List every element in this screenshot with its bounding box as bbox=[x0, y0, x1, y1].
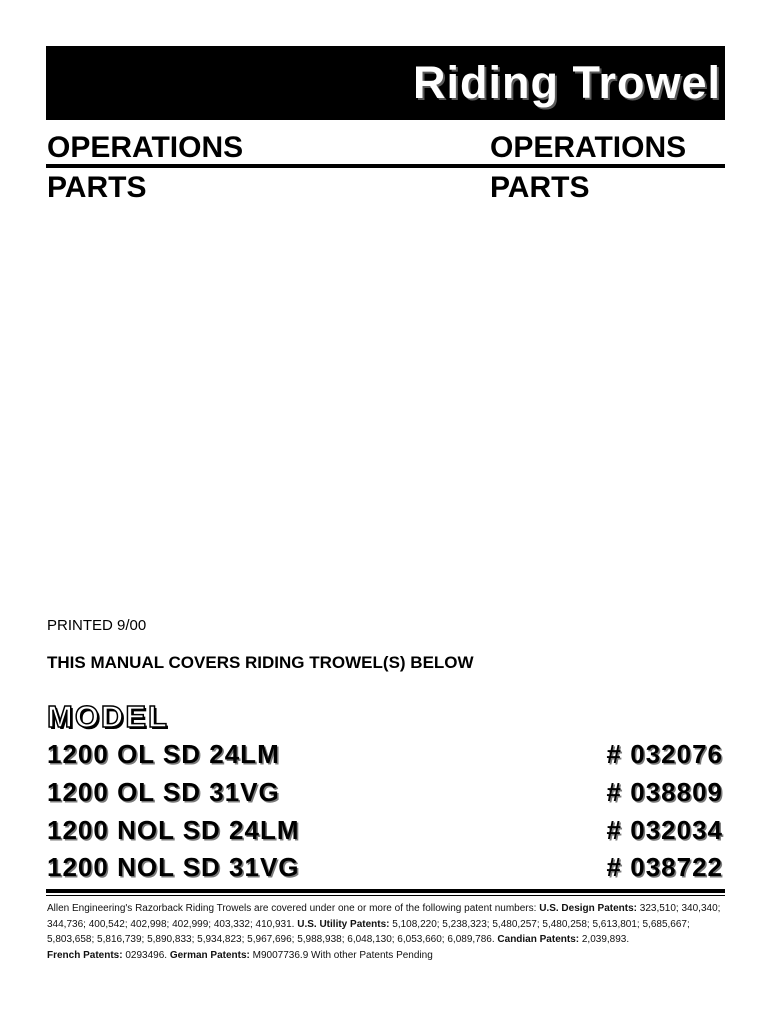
german-patents-values: M9007736.9 With other Patents Pending bbox=[249, 949, 433, 961]
page-title: Riding Trowel bbox=[412, 57, 721, 108]
model-row bbox=[46, 812, 725, 848]
patent-notice bbox=[47, 901, 725, 963]
design-patents-label: U.S. Design Patents: bbox=[539, 903, 637, 914]
model-name: 1200 OL SD 31VG bbox=[47, 777, 280, 807]
canadian-patents-label: Candian Patents: bbox=[497, 934, 580, 945]
utility-patents-values: 5,108,220; 5,238,323; 5,480,257; 5,480,258; 5,613,801; 5,685,667; 5,803,658; 5,816,739; 5,890,833; 5,934,823; 5,967,696; 5,988,938; 6,048,130; 6,053,660; 6,089,786. bbox=[47, 918, 690, 945]
model-row bbox=[46, 736, 725, 772]
design-patents-values: 323,510; 340,340; 344,736; 400,542; 402,998; 402,999; 403,332; 410,931. bbox=[47, 903, 721, 930]
right-heading-operations: OPERATIONS bbox=[490, 131, 687, 164]
printed-date: PRINTED 9/00 bbox=[47, 617, 147, 634]
left-heading-operations: OPERATIONS bbox=[47, 131, 244, 164]
coverage-statement: THIS MANUAL COVERS RIDING TROWEL(S) BELOW bbox=[47, 653, 474, 672]
german-patents-label: German Patents: bbox=[169, 949, 250, 961]
patent-divider bbox=[46, 889, 725, 893]
model-label: MODEL bbox=[47, 699, 169, 734]
french-patents-values: 0293496. bbox=[122, 949, 170, 961]
model-number: # 038809 bbox=[606, 777, 723, 807]
model-name: 1200 OL SD 24LM bbox=[47, 739, 280, 769]
model-row bbox=[46, 849, 725, 885]
utility-patents-label: U.S. Utility Patents: bbox=[297, 918, 390, 930]
french-patents-label: French Patents: bbox=[47, 949, 123, 961]
model-row bbox=[46, 774, 725, 810]
heading-divider bbox=[46, 164, 725, 168]
title-banner bbox=[46, 46, 725, 120]
right-heading-parts: PARTS bbox=[490, 171, 590, 204]
model-name: 1200 NOL SD 31VG bbox=[47, 852, 300, 882]
canadian-patents-values: 2,039,893. bbox=[579, 934, 630, 945]
model-number: # 038722 bbox=[606, 852, 723, 882]
patent-divider-thin bbox=[46, 895, 725, 896]
model-name: 1200 NOL SD 24LM bbox=[47, 815, 300, 845]
model-number: # 032076 bbox=[606, 739, 723, 769]
left-heading-parts: PARTS bbox=[47, 171, 147, 204]
model-number: # 032034 bbox=[606, 815, 723, 845]
patent-intro: Allen Engineering's Razorback Riding Trowels are covered under one or more of the following patent numbers: bbox=[47, 903, 540, 914]
